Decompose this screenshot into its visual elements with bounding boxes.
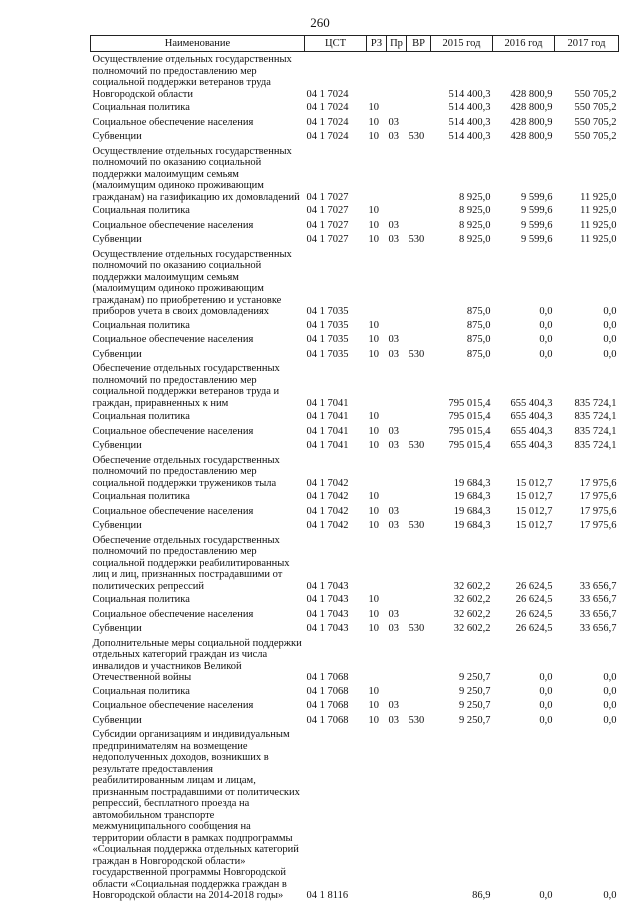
cell-cst: 04 1 7042 — [306, 491, 349, 502]
table-row — [91, 453, 619, 490]
cell-vr — [407, 489, 431, 504]
cell-2016: 15 012,7 — [515, 477, 553, 489]
cell-2016: 655 404,3 — [510, 411, 553, 422]
table-row — [91, 347, 619, 362]
cell-2017: 0,0 — [603, 334, 617, 345]
header-2016: 2016 год — [493, 36, 555, 52]
cell-vr — [407, 684, 431, 699]
cell-vr — [407, 144, 431, 204]
cell-2016: 0,0 — [539, 334, 553, 345]
cell-pr — [387, 489, 407, 504]
table-row — [91, 504, 619, 519]
cell-name: Субвенции — [92, 348, 142, 360]
cell-2015: 514 400,3 — [448, 88, 491, 100]
table-row — [91, 489, 619, 504]
cell-2017: 550 705,2 — [574, 131, 617, 142]
cell-2016: 0,0 — [539, 685, 553, 697]
cell-2016: 9 599,6 — [521, 205, 553, 216]
cell-name: Обеспечение отдельных государственных полномочий по предоставлению мер социальной поддержки тружеников тыла — [92, 454, 280, 489]
header-vr: ВР — [407, 36, 431, 52]
cell-cst: 04 1 7024 — [306, 116, 349, 128]
cell-pr — [387, 52, 407, 101]
cell-rz — [367, 247, 387, 318]
cell-cst: 04 1 7043 — [306, 594, 349, 605]
cell-2016: 0,0 — [539, 306, 553, 317]
cell-cst: 04 1 7027 — [306, 234, 349, 245]
cell-name: Субвенции — [92, 131, 142, 142]
cell-pr: 03 — [388, 440, 399, 451]
cell-2016: 9 599,6 — [521, 191, 553, 203]
cell-pr — [387, 361, 407, 409]
cell-2016: 0,0 — [539, 890, 553, 901]
cell-rz: 10 — [368, 491, 379, 502]
cell-pr: 03 — [388, 505, 399, 517]
cell-2015: 795 015,4 — [448, 440, 491, 451]
cell-vr — [407, 409, 431, 424]
cell-rz — [367, 533, 387, 593]
cell-cst: 04 1 7041 — [306, 440, 349, 451]
header-2017: 2017 год — [555, 36, 619, 52]
table-row — [91, 684, 619, 699]
cell-2015: 875,0 — [466, 319, 491, 331]
cell-2015: 19 684,3 — [453, 505, 491, 517]
cell-rz: 10 — [368, 594, 379, 605]
cell-2017: 11 925,0 — [580, 219, 617, 231]
cell-2017: 0,0 — [603, 306, 617, 317]
table-row — [91, 592, 619, 607]
cell-vr: 530 — [408, 131, 425, 142]
cell-pr — [387, 592, 407, 607]
cell-2016: 26 624,5 — [515, 580, 553, 592]
table-body — [91, 52, 619, 902]
cell-2016: 0,0 — [539, 672, 553, 683]
cell-vr — [407, 698, 431, 713]
cell-vr — [407, 218, 431, 233]
cell-pr: 03 — [388, 348, 399, 360]
cell-cst: 04 1 7043 — [306, 623, 349, 634]
cell-2015: 8 925,0 — [459, 219, 491, 231]
cell-name: Социальная политика — [92, 685, 190, 697]
cell-name: Социальная политика — [92, 594, 190, 605]
cell-cst: 04 1 7027 — [306, 219, 349, 231]
cell-2015: 32 602,2 — [453, 580, 491, 592]
cell-name: Социальная политика — [92, 319, 190, 331]
table-row — [91, 361, 619, 409]
cell-name: Социальная политика — [92, 491, 190, 502]
cell-rz: 10 — [368, 685, 379, 697]
cell-cst: 04 1 7068 — [306, 700, 349, 711]
cell-2016: 0,0 — [539, 714, 553, 726]
cell-2016: 655 404,3 — [510, 440, 553, 451]
table-row — [91, 115, 619, 130]
cell-2017: 17 975,6 — [579, 520, 617, 531]
header-name: Наименование — [91, 36, 305, 52]
cell-2015: 19 684,3 — [453, 477, 491, 489]
cell-pr: 03 — [388, 219, 399, 231]
table-row — [91, 518, 619, 533]
cell-2015: 514 400,3 — [448, 131, 491, 142]
cell-name: Осуществление отдельных государственных полномочий по предоставлению мер социальной поддержки ветеранов труда Новгородской области — [92, 54, 292, 100]
cell-name: Социальное обеспечение населения — [92, 334, 254, 345]
cell-pr — [387, 409, 407, 424]
cell-vr: 530 — [408, 234, 425, 245]
cell-2016: 26 624,5 — [515, 623, 553, 634]
cell-vr: 530 — [408, 714, 425, 726]
table-row — [91, 129, 619, 144]
cell-vr — [407, 115, 431, 130]
cell-rz: 10 — [368, 334, 379, 345]
table-row — [91, 438, 619, 453]
cell-pr — [387, 533, 407, 593]
cell-2015: 8 925,0 — [459, 234, 491, 245]
cell-rz: 10 — [368, 348, 379, 360]
cell-pr: 03 — [388, 234, 399, 245]
cell-cst: 04 1 7041 — [306, 397, 349, 409]
cell-rz: 10 — [368, 700, 379, 711]
table-row — [91, 533, 619, 593]
cell-cst: 04 1 7068 — [306, 672, 349, 683]
cell-2017: 0,0 — [603, 890, 617, 901]
cell-vr — [407, 636, 431, 684]
table-row — [91, 698, 619, 713]
cell-vr — [407, 247, 431, 318]
cell-name: Субвенции — [92, 520, 142, 531]
cell-2015: 9 250,7 — [459, 672, 491, 683]
cell-name: Субвенции — [92, 623, 142, 634]
cell-cst: 04 1 7035 — [306, 334, 349, 345]
cell-vr: 530 — [408, 520, 425, 531]
cell-2015: 8 925,0 — [459, 205, 491, 216]
cell-name: Дополнительные меры социальной поддержки отдельных категорий граждан из числа инвалидов и участников Великой Отечественной войны — [92, 637, 302, 683]
table-row — [91, 409, 619, 424]
cell-cst: 04 1 7027 — [306, 191, 349, 203]
cell-pr: 03 — [388, 623, 399, 634]
cell-2016: 428 800,9 — [510, 102, 553, 113]
cell-name: Социальное обеспечение населения — [92, 116, 254, 128]
cell-name: Социальное обеспечение населения — [92, 608, 254, 620]
cell-rz — [367, 727, 387, 902]
cell-cst: 04 1 7042 — [306, 505, 349, 517]
header-cst: ЦСТ — [305, 36, 367, 52]
cell-2015: 795 015,4 — [448, 397, 491, 409]
cell-vr — [407, 100, 431, 115]
header-pr: Пр — [387, 36, 407, 52]
table-row — [91, 52, 619, 101]
cell-name: Социальное обеспечение населения — [92, 425, 254, 437]
cell-2015: 875,0 — [466, 306, 491, 317]
cell-2017: 33 656,7 — [579, 608, 617, 620]
cell-2015: 19 684,3 — [453, 520, 491, 531]
cell-rz: 10 — [368, 116, 379, 128]
cell-pr: 03 — [388, 116, 399, 128]
cell-pr — [387, 684, 407, 699]
cell-vr — [407, 361, 431, 409]
cell-vr — [407, 533, 431, 593]
cell-2017: 0,0 — [603, 685, 617, 697]
table-row — [91, 144, 619, 204]
cell-pr — [387, 100, 407, 115]
cell-cst: 04 1 7041 — [306, 411, 349, 422]
table-row — [91, 424, 619, 439]
cell-vr: 530 — [408, 440, 425, 451]
budget-table — [90, 35, 619, 902]
cell-name: Социальная политика — [92, 205, 190, 216]
cell-cst: 04 1 7068 — [306, 685, 349, 697]
cell-name: Субвенции — [92, 440, 142, 451]
cell-2016: 15 012,7 — [515, 491, 553, 502]
cell-cst: 04 1 7035 — [306, 306, 349, 317]
cell-2017: 835 724,1 — [574, 411, 617, 422]
cell-2015: 9 250,7 — [459, 700, 491, 711]
cell-name: Обеспечение отдельных государственных полномочий по предоставлению мер социальной поддержки ветеранов труда и граждан, приравненных к ним — [92, 363, 280, 409]
cell-2015: 9 250,7 — [459, 685, 491, 697]
cell-2016: 15 012,7 — [515, 505, 553, 517]
cell-name: Социальное обеспечение населения — [92, 700, 254, 711]
cell-2017: 550 705,2 — [574, 102, 617, 113]
cell-rz: 10 — [368, 219, 379, 231]
table-row — [91, 232, 619, 247]
cell-rz: 10 — [368, 411, 379, 422]
cell-cst: 04 1 7042 — [306, 477, 349, 489]
cell-cst: 04 1 8116 — [306, 890, 349, 901]
cell-rz: 10 — [368, 425, 379, 437]
cell-rz: 10 — [368, 520, 379, 531]
cell-pr — [387, 453, 407, 490]
cell-2015: 875,0 — [466, 334, 491, 345]
cell-2015: 514 400,3 — [448, 102, 491, 113]
cell-cst: 04 1 7024 — [306, 131, 349, 142]
table-row — [91, 607, 619, 622]
cell-vr — [407, 332, 431, 347]
cell-vr — [407, 453, 431, 490]
cell-vr — [407, 318, 431, 333]
cell-vr — [407, 203, 431, 218]
cell-2017: 17 975,6 — [579, 477, 617, 489]
cell-vr — [407, 607, 431, 622]
cell-2017: 0,0 — [603, 700, 617, 711]
cell-2016: 26 624,5 — [515, 608, 553, 620]
cell-2017: 0,0 — [603, 348, 617, 360]
cell-pr: 03 — [388, 714, 399, 726]
cell-name: Осуществление отдельных государственных полномочий по оказанию социальной поддержки малоимущим семьям (малоимущим одиноко проживающим гражданам) по приобретению и установке приборов учета в своих домовладениях — [92, 248, 292, 317]
cell-pr — [387, 247, 407, 318]
cell-cst: 04 1 7027 — [306, 205, 349, 216]
table-header-row — [91, 36, 619, 52]
cell-2017: 17 975,6 — [579, 491, 617, 502]
cell-name: Субсидии организациям и индивидуальным предпринимателям на возмещение недополученных доходов, возникших в результате предоставления реабилитированным лицам и лицам, признанным пострадавшими от политических репрессий, бесплатного проезда на автомобильном транспорте межмуниципального сообщения на территории области в рамках подпрограммы «Социальная поддержка отдельных категорий граждан в Новгородской области» государственной программы Новгородской области «Социальная поддержка граждан в Новгородской области на 2014-2018 годы» — [92, 729, 300, 901]
table-row — [91, 636, 619, 684]
table-row — [91, 100, 619, 115]
table-row — [91, 332, 619, 347]
table-row — [91, 318, 619, 333]
cell-2017: 11 925,0 — [580, 205, 617, 216]
cell-name: Обеспечение отдельных государственных полномочий по предоставлению мер социальной поддержки реабилитированных лиц и лиц, признанных пострадавшими от политических репрессий — [92, 534, 290, 592]
cell-2016: 26 624,5 — [515, 594, 553, 605]
cell-2016: 0,0 — [539, 700, 553, 711]
cell-vr — [407, 504, 431, 519]
cell-cst: 04 1 7042 — [306, 520, 349, 531]
cell-2017: 835 724,1 — [574, 425, 617, 437]
cell-rz: 10 — [368, 623, 379, 634]
cell-2015: 19 684,3 — [453, 491, 491, 502]
cell-2015: 514 400,3 — [448, 116, 491, 128]
cell-name: Социальная политика — [92, 411, 190, 422]
header-rz: РЗ — [367, 36, 387, 52]
cell-2017: 33 656,7 — [579, 594, 617, 605]
cell-cst: 04 1 7043 — [306, 580, 349, 592]
cell-2017: 17 975,6 — [579, 505, 617, 517]
cell-rz — [367, 453, 387, 490]
cell-pr — [387, 318, 407, 333]
header-2015: 2015 год — [431, 36, 493, 52]
cell-vr — [407, 52, 431, 101]
cell-rz: 10 — [368, 319, 379, 331]
cell-rz — [367, 361, 387, 409]
cell-2016: 9 599,6 — [521, 234, 553, 245]
cell-pr — [387, 144, 407, 204]
cell-rz: 10 — [368, 608, 379, 620]
table-row — [91, 727, 619, 902]
cell-vr — [407, 592, 431, 607]
table-row — [91, 713, 619, 728]
cell-name: Осуществление отдельных государственных полномочий по оказанию социальной поддержки малоимущим семьям (малоимущим одиноко проживающим гражданам) на газификацию их домовладений — [92, 145, 300, 203]
cell-vr — [407, 727, 431, 902]
cell-2015: 8 925,0 — [459, 191, 491, 203]
cell-pr — [387, 203, 407, 218]
cell-2016: 428 800,9 — [510, 131, 553, 142]
cell-2016: 0,0 — [539, 348, 553, 360]
cell-2015: 795 015,4 — [448, 425, 491, 437]
cell-cst: 04 1 7043 — [306, 608, 349, 620]
cell-pr: 03 — [388, 520, 399, 531]
cell-2015: 86,9 — [472, 890, 491, 901]
cell-pr: 03 — [388, 700, 399, 711]
cell-rz: 10 — [368, 102, 379, 113]
cell-2017: 33 656,7 — [579, 580, 617, 592]
cell-2015: 9 250,7 — [459, 714, 491, 726]
cell-2016: 15 012,7 — [515, 520, 553, 531]
page-number: 260 — [310, 15, 330, 30]
table-row — [91, 621, 619, 636]
cell-rz: 10 — [368, 131, 379, 142]
cell-name: Социальная политика — [92, 102, 190, 113]
cell-2017: 0,0 — [603, 319, 617, 331]
cell-vr: 530 — [408, 348, 425, 360]
cell-2016: 9 599,6 — [521, 219, 553, 231]
cell-name: Социальное обеспечение населения — [92, 505, 254, 517]
cell-2016: 428 800,9 — [510, 116, 553, 128]
cell-2017: 835 724,1 — [574, 397, 617, 409]
cell-name: Субвенции — [92, 714, 142, 726]
cell-name: Субвенции — [92, 234, 142, 245]
cell-2017: 550 705,2 — [574, 116, 617, 128]
cell-pr: 03 — [388, 334, 399, 345]
cell-2017: 11 925,0 — [580, 234, 617, 245]
cell-2016: 428 800,9 — [510, 88, 553, 100]
cell-2016: 655 404,3 — [510, 425, 553, 437]
cell-pr: 03 — [388, 608, 399, 620]
cell-rz: 10 — [368, 440, 379, 451]
cell-name: Социальное обеспечение населения — [92, 219, 254, 231]
cell-rz: 10 — [368, 714, 379, 726]
cell-2017: 0,0 — [603, 714, 617, 726]
cell-rz — [367, 144, 387, 204]
table-row — [91, 203, 619, 218]
cell-cst: 04 1 7035 — [306, 348, 349, 360]
cell-cst: 04 1 7024 — [306, 88, 349, 100]
cell-cst: 04 1 7068 — [306, 714, 349, 726]
cell-vr — [407, 424, 431, 439]
cell-2016: 0,0 — [539, 319, 553, 331]
cell-pr: 03 — [388, 131, 399, 142]
table-row — [91, 218, 619, 233]
cell-2015: 795 015,4 — [448, 411, 491, 422]
cell-2017: 835 724,1 — [574, 440, 617, 451]
cell-2017: 0,0 — [603, 672, 617, 683]
table-row — [91, 247, 619, 318]
cell-rz: 10 — [368, 234, 379, 245]
cell-rz — [367, 52, 387, 101]
cell-2015: 32 602,2 — [453, 608, 491, 620]
cell-2017: 11 925,0 — [580, 191, 617, 203]
cell-2016: 655 404,3 — [510, 397, 553, 409]
cell-cst: 04 1 7024 — [306, 102, 349, 113]
cell-2015: 32 602,2 — [453, 623, 491, 634]
cell-2017: 33 656,7 — [579, 623, 617, 634]
cell-pr — [387, 636, 407, 684]
cell-2017: 550 705,2 — [574, 88, 617, 100]
cell-rz: 10 — [368, 505, 379, 517]
cell-rz — [367, 636, 387, 684]
cell-cst: 04 1 7035 — [306, 319, 349, 331]
cell-2015: 32 602,2 — [453, 594, 491, 605]
cell-2015: 875,0 — [466, 348, 491, 360]
cell-pr — [387, 727, 407, 902]
cell-rz: 10 — [368, 205, 379, 216]
cell-vr: 530 — [408, 623, 425, 634]
cell-cst: 04 1 7041 — [306, 425, 349, 437]
cell-pr: 03 — [388, 425, 399, 437]
